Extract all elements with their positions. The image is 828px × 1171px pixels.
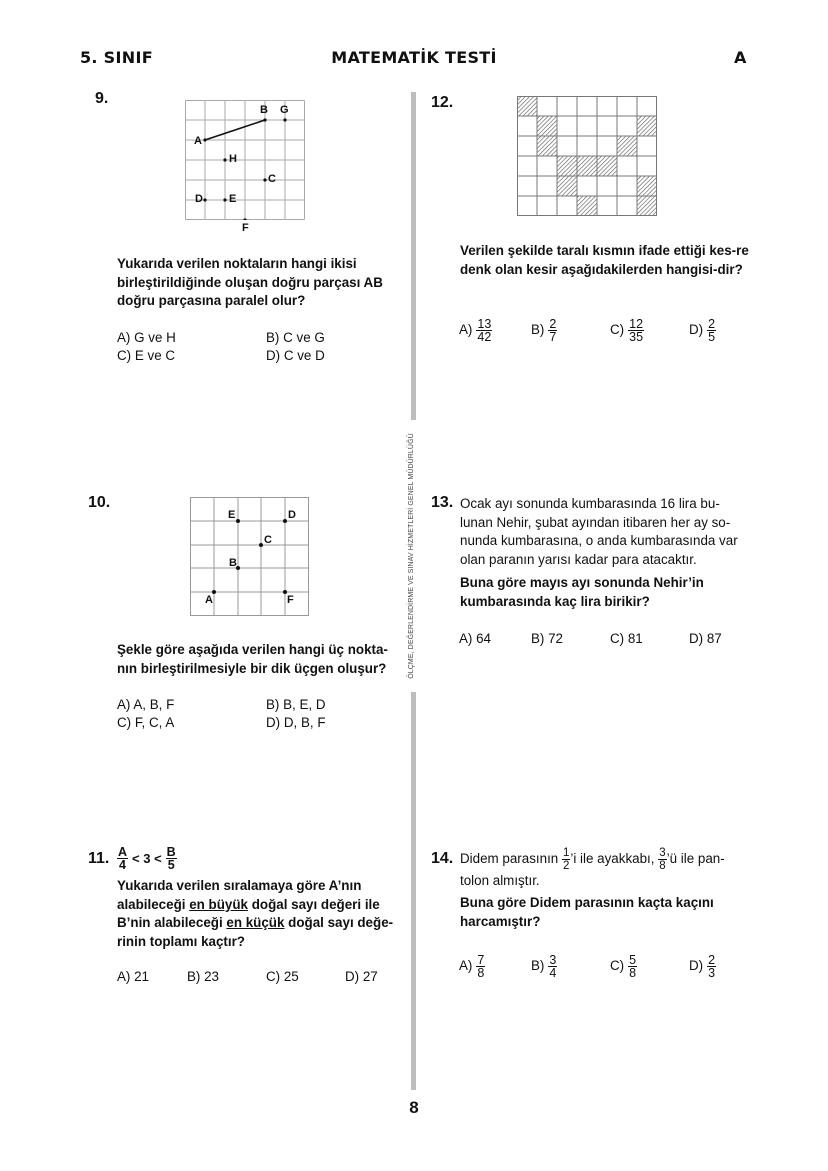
point-label-A: A <box>205 594 213 606</box>
question-9-dot-grid-figure <box>185 100 305 220</box>
question-12-shaded-grid-figure <box>517 96 657 216</box>
question-10-option-c[interactable]: C) F, C, A <box>117 715 175 730</box>
point-label-B: B <box>260 104 268 116</box>
option-fraction: $\frac{7}{8}$ <box>477 953 485 980</box>
question-14-option-d[interactable] <box>689 954 716 979</box>
point-label-A: A <box>194 135 202 147</box>
underlined-en-buyuk: en büyük <box>189 896 248 912</box>
question-11-option-c[interactable]: C) 25 <box>266 969 299 984</box>
test-title: MATEMATİK TESTİ <box>331 48 497 67</box>
question-9-text: Yukarıda verilen noktaların hangi ikisi birleştirildiğinde oluşan doğru parçası AB doğru parçasına paralel olur? <box>117 256 383 309</box>
point-label-E: E <box>229 193 237 205</box>
option-label: A) <box>459 958 473 974</box>
inequality-middle: < 3 < <box>132 851 162 866</box>
question-10-option-d[interactable]: D) D, B, F <box>266 715 326 730</box>
question-13-option-c[interactable]: C) 81 <box>610 631 643 646</box>
point-label-G: G <box>280 104 289 116</box>
question-12-option-a[interactable] <box>459 318 492 343</box>
point-label-H: H <box>229 153 237 165</box>
column-divider-top <box>411 92 416 420</box>
page-number: 8 <box>409 1098 419 1117</box>
question-11-number: 11. <box>88 850 110 867</box>
point-label-F: F <box>287 594 294 606</box>
question-12-option-c[interactable] <box>610 318 644 343</box>
question-13-option-d[interactable]: D) 87 <box>689 631 722 646</box>
option-label: D) <box>689 958 704 974</box>
option-fraction: $\frac{5}{8}$ <box>629 953 637 980</box>
question-10-number: 10. <box>88 494 111 511</box>
question-13-number: 13. <box>431 494 454 511</box>
question-12-text: Verilen şekilde taralı kısmın ifade ettiği kes-re denk olan kesir aşağıdakilerden hangisi-dir? <box>460 243 749 277</box>
fraction-one-half: $\frac{1}{2}$ <box>562 847 570 872</box>
fraction-three-eighths: $\frac{3}{8}$ <box>659 847 666 872</box>
question-11-text: Yukarıda verilen sıralamaya göre A’nın alabileceği en büyük doğal sayı değeri ile B’nin alabileceği en küçük doğal sayı değe-rinin toplamı kaçtır? <box>117 878 394 949</box>
question-14-text: Didem parasının $\frac{1}{2}$ ’i ile ayakkabı, $\frac{3}{8}$ ’ü ile pan- tolon almıştır. <box>460 847 725 888</box>
question-14-option-b[interactable] <box>531 954 557 979</box>
option-fraction: $\frac{3}{4}$ <box>549 953 557 980</box>
option-label: C) <box>610 958 625 974</box>
option-label: B) <box>531 958 545 974</box>
question-9-option-d[interactable]: D) C ve D <box>266 348 325 363</box>
question-10-option-a[interactable]: A) A, B, F <box>117 697 175 712</box>
question-14-option-c[interactable] <box>610 954 637 979</box>
question-11-option-b[interactable]: B) 23 <box>187 969 220 984</box>
grade-label: 5. SINIF <box>80 48 153 67</box>
question-10-text: Şekle göre aşağıda verilen hangi üç nokta-nın birleştirilmesiyle bir dik üçgen oluşur? <box>117 642 388 676</box>
side-publisher-text: ÖLÇME, DEĞERLENDİRME VE SINAV HİZMETLERİ GENEL MÜDÜRLÜĞÜ <box>408 433 415 679</box>
question-9-option-a[interactable]: A) G ve H <box>117 330 176 345</box>
question-14-option-a[interactable] <box>459 954 485 979</box>
underlined-en-kucuk: en küçük <box>226 915 285 931</box>
point-label-E: E <box>228 509 236 521</box>
option-fraction: $\frac{2}{3}$ <box>708 953 716 980</box>
question-14-question: Buna göre Didem parasının kaçta kaçını harcamıştır? <box>460 895 714 929</box>
question-12-number: 12. <box>431 94 454 111</box>
point-label-F: F <box>242 222 249 234</box>
point-label-D: D <box>288 509 296 521</box>
question-13-option-b[interactable]: B) 72 <box>531 631 564 646</box>
point-label-D: D <box>195 193 203 205</box>
option-label: A) <box>459 322 473 338</box>
point-label-C: C <box>268 173 276 185</box>
question-9-option-b[interactable]: B) C ve G <box>266 330 325 345</box>
fraction-a-over-4: $\frac{A}{4}$ <box>118 845 128 872</box>
option-label: D) <box>689 322 704 338</box>
question-11-option-a[interactable]: A) 21 <box>117 969 150 984</box>
booklet-type: A <box>734 48 747 67</box>
point-label-C: C <box>264 534 272 546</box>
question-11-inequality <box>117 846 177 871</box>
question-14-number: 14. <box>431 850 454 867</box>
option-fraction: $\frac{12}{35}$ <box>629 317 644 344</box>
question-9-option-c[interactable]: C) E ve C <box>117 348 176 363</box>
option-label: B) <box>531 322 545 338</box>
question-12-option-d[interactable] <box>689 318 716 343</box>
option-fraction: $\frac{2}{7}$ <box>549 317 557 344</box>
question-13-question: Buna göre mayıs ayı sonunda Nehir’in kumbarasında kaç lira birikir? <box>460 575 704 609</box>
point-label-B: B <box>229 557 237 569</box>
question-13-option-a[interactable]: A) 64 <box>459 631 492 646</box>
option-fraction: $\frac{13}{42}$ <box>477 317 492 344</box>
option-fraction: $\frac{2}{5}$ <box>708 317 716 344</box>
column-divider-bottom <box>411 692 416 1090</box>
question-13-text: Ocak ayı sonunda kumbarasında 16 lira bu-lunan Nehir, şubat ayından itibaren her ay so-nunda kumbarasına, o anda kumbarasında var olan paranın yarısı kadar para atacaktır. <box>460 496 738 567</box>
question-9-number: 9. <box>95 90 109 107</box>
question-11-option-d[interactable]: D) 27 <box>345 969 378 984</box>
question-12-option-b[interactable] <box>531 318 557 343</box>
option-label: C) <box>610 322 625 338</box>
question-10-option-b[interactable]: B) B, E, D <box>266 697 326 712</box>
fraction-b-over-5: $\frac{B}{5}$ <box>166 845 176 872</box>
